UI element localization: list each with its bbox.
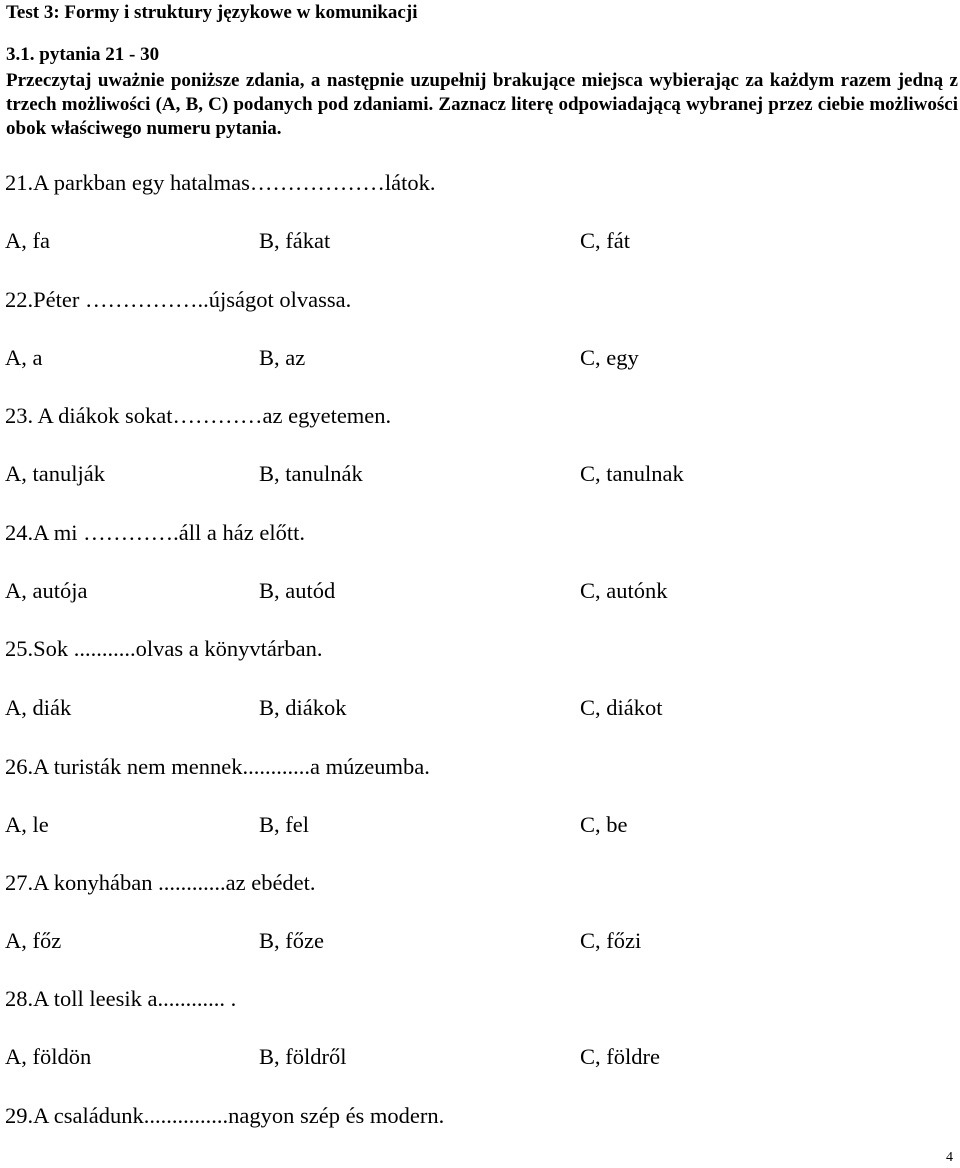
question-24-option-a: A, autója [5, 578, 88, 603]
question-29-text: 29.A családunk...............nagyon szép és modern. [5, 1103, 445, 1128]
question-21-text: 21.A parkban egy hatalmas………………látok. [5, 170, 436, 195]
page-title: Test 3: Formy i struktury językowe w komunikacji [6, 2, 418, 23]
question-26-option-c: C, be [580, 812, 628, 837]
question-21-option-c: C, fát [580, 228, 630, 253]
question-27-text: 27.A konyhában ............az ebédet. [5, 870, 316, 895]
question-27-option-c: C, főzi [580, 928, 642, 953]
question-28-option-c: C, földre [580, 1044, 660, 1069]
instructions-paragraph: Przeczytaj uważnie poniższe zdania, a następnie uzupełnij brakujące miejsca wybierając za każdym razem jedną z trzech możliwości (A, B, C) podanych pod zdaniami. Zaznacz literę odpowiadającą wybranej przez ciebie możliwości obok właściwego numeru pytania. [6, 70, 958, 139]
page-number: 4 [946, 1150, 953, 1165]
question-23-text: 23. A diákok sokat…………az egyetemen. [5, 403, 392, 428]
question-25-option-c: C, diákot [580, 695, 663, 720]
question-25-option-a: A, diák [5, 695, 72, 720]
question-28-text: 28.A toll leesik a............ . [5, 986, 237, 1011]
question-26-text: 26.A turisták nem mennek............a múzeumba. [5, 754, 430, 779]
question-25-text: 25.Sok ...........olvas a könyvtárban. [5, 636, 323, 661]
section-number: 3.1. pytania 21 - 30 [6, 44, 160, 65]
question-25-option-b: B, diákok [259, 695, 347, 720]
question-23-option-b: B, tanulnák [259, 461, 363, 486]
question-27-option-b: B, főze [259, 928, 324, 953]
question-21-option-b: B, fákat [259, 228, 331, 253]
question-22-option-a: A, a [5, 345, 43, 370]
question-26-option-a: A, le [5, 812, 49, 837]
question-24-option-b: B, autód [259, 578, 336, 603]
question-23-option-a: A, tanulják [5, 461, 105, 486]
question-26-option-b: B, fel [259, 812, 309, 837]
question-24-text: 24.A mi ………….áll a ház előtt. [5, 520, 305, 545]
question-23-option-c: C, tanulnak [580, 461, 684, 486]
question-22-option-c: C, egy [580, 345, 639, 370]
question-28-option-b: B, földről [259, 1044, 347, 1069]
question-27-option-a: A, főz [5, 928, 62, 953]
question-22-option-b: B, az [259, 345, 306, 370]
question-22-text: 22.Péter ……………..újságot olvassa. [5, 287, 352, 312]
question-21-option-a: A, fa [5, 228, 50, 253]
question-24-option-c: C, autónk [580, 578, 668, 603]
question-28-option-a: A, földön [5, 1044, 92, 1069]
